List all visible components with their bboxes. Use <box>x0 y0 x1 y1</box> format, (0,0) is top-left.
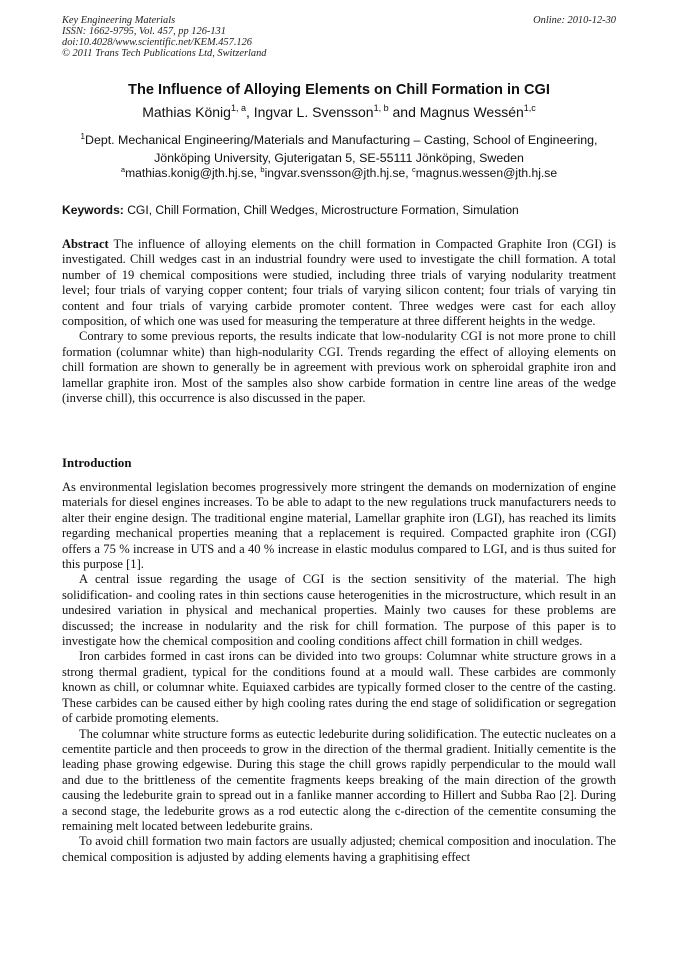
email-address: magnus.wessen@jth.hj.se <box>415 166 558 180</box>
author-affiliation-mark: 1,c <box>523 103 536 113</box>
online-date: Online: 2010-12-30 <box>533 15 616 26</box>
email-address: ingvar.svensson@jth.hj.se, <box>264 166 412 180</box>
journal-name: Key Engineering Materials <box>62 15 176 26</box>
introduction-body <box>62 480 616 865</box>
body-paragraph: As environmental legislation becomes progressively more stringent the demands on modernization of engine materials for diesel engines increases. To be able to adapt to the new regulations truck manufacturers needs to alter their engine design. The traditional engine material, Lamellar graphite iron (LGI), has reached its limits regarding mechanical properties meaning that a replacement is required. Compacted graphite iron (CGI) offers a 75 % increase in UTS and a 40 % increase in elastic modulus compared to LGI, and is thus suited for this purpose [1]. <box>62 480 616 572</box>
journal-header <box>62 15 266 59</box>
author-emails <box>0 166 678 180</box>
email-mark: c <box>411 165 416 174</box>
email-mark: b <box>260 165 265 174</box>
author-name: Magnus Wessén <box>419 104 524 120</box>
author-affiliation-mark: 1, b <box>373 103 389 113</box>
author-name: Ingvar L. Svensson <box>253 104 374 120</box>
issn-line: ISSN: 1662-9795, Vol. 457, pp 126-131 <box>62 26 226 37</box>
doi-line: doi:10.4028/www.scientific.net/KEM.457.126 <box>62 37 252 48</box>
abstract-label: Abstract <box>62 237 109 251</box>
abstract-paragraph: Abstract The influence of alloying elements on the chill formation in Compacted Graphite Iron (CGI) is investigated. Chill wedges cast in an industrial foundry were used to investigate the chill formation. A total number of 19 chemical compositions were studied, including three trials of varying nodularity treatment level; four trials of varying copper content; four trials of varying silicon content; four trials of varying tin content and four trials of varying carbide promoter content. Three wedges were cast for each alloy composition, of which one was used for measuring the temperature at three different heights in the wedge. <box>62 237 616 329</box>
email-address: mathias.konig@jth.hj.se, <box>125 166 261 180</box>
paper-title: The Influence of Alloying Elements on Chill Formation in CGI <box>128 82 550 98</box>
abstract <box>62 237 616 406</box>
keywords-list: CGI, Chill Formation, Chill Wedges, Microstructure Formation, Simulation <box>123 203 519 217</box>
abstract-paragraph: Contrary to some previous reports, the results indicate that low-nodularity CGI is not more prone to chill formation (columnar white) than high-nodularity CGI. Trends regarding the effect of alloying elements on chill formation are shown to generally be in agreement with previous work on spheroidal graphite iron and lamellar graphite iron. Most of the samples also show carbide formation in centre line areas of the wedge (inverse chill), this occurrence is also discussed in the paper. <box>62 329 616 406</box>
author-line <box>0 104 678 120</box>
section-heading-introduction: Introduction <box>62 456 132 470</box>
affiliation <box>0 131 678 167</box>
affiliation-mark: 1 <box>80 132 85 141</box>
affiliation-line-1: $^1$Dept. Mechanical Engineering/Materials and Manufacturing – Casting, School of Engineering, <box>80 132 598 147</box>
author-name: Mathias König <box>142 104 231 120</box>
author-separator: , <box>245 104 254 120</box>
body-paragraph: The columnar white structure forms as eutectic ledeburite during solidification. The eutectic nucleates on a cementite particle and then proceeds to grow in the direction of the thermal gradient. Initially cementite is the leading phase growing edgewise. During this stage the chill grows rapidly perpendicular to the mould wall and due to the brittleness of the cementite fragments keeps breaking of the main direction of the growth causing the ledeburite grain to spread out in a fanlike manner according to Hillert and Subba Rao [2]. During a second stage, the ledeburite grows as a rod eutectic along the c-direction of the cementite consuming the remaining melt located between ledeburite grains. <box>62 726 616 833</box>
author-affiliation-mark: 1, a <box>230 103 246 113</box>
body-paragraph: Iron carbides formed in cast irons can be divided into two groups: Columnar white structure grows in a strong thermal gradient, typical for the conditions found at a mould wall. These carbides are commonly known as chill, or columnar white. Equiaxed carbides are typically formed closer to the centre of the casting. These carbides can be caused either by high cooling rates during the end stage of solidification or segregation of carbide promoting elements. <box>62 649 616 726</box>
copyright-line: © 2011 Trans Tech Publications Ltd, Switzerland <box>62 48 267 59</box>
body-paragraph: A central issue regarding the usage of CGI is the section sensitivity of the material. The high solidification- and cooling rates in thin sections cause heterogenities in the microstructure, which result in an undesired variation in physical and mechanical properties. Mainly two causes for these problems are discussed; the increase in nodularity and the risk for chill formation. The purpose of this paper is to investigate how the chemical composition and cooling conditions affect chill formation in chill wedges. <box>62 572 616 649</box>
keywords-label: Keywords: <box>62 203 124 217</box>
affiliation-line-2: Jönköping University, Gjuterigatan 5, SE-55111 Jönköping, Sweden <box>154 151 524 165</box>
author-separator: and <box>388 104 420 120</box>
keywords <box>62 203 616 217</box>
body-paragraph: To avoid chill formation two main factors are usually adjusted; chemical composition and inoculation. The chemical composition is adjusted by adding elements having a graphitising effect <box>62 834 616 864</box>
email-mark: a <box>120 165 126 174</box>
